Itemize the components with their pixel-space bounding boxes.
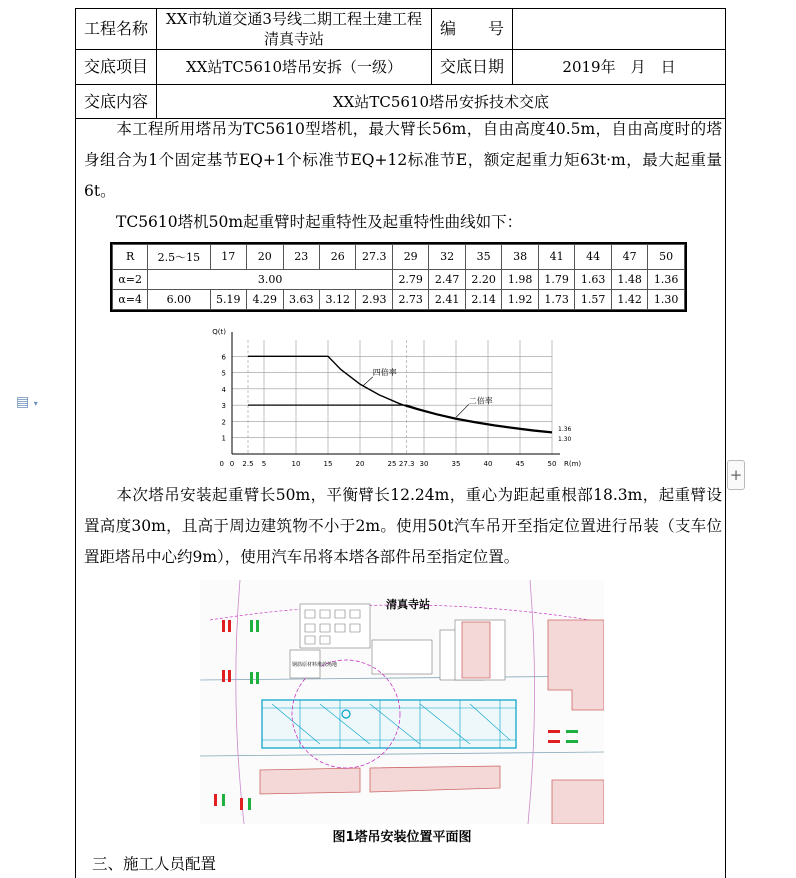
table-cell: 38 — [502, 245, 538, 270]
x-tick-label: 40 — [483, 460, 493, 468]
load-characteristics-table — [110, 242, 687, 312]
y-tick-label: 1 — [221, 434, 226, 443]
paragraph-installation — [84, 480, 722, 573]
table-cell: 32 — [429, 245, 465, 270]
table-cell: 17 — [210, 245, 246, 270]
y-tick-label: 2 — [221, 418, 226, 427]
paragraph-crane-intro-text: 本工程所用塔吊为TC5610型塔机，最大臂长56m，自由高度40.5m，自由高度时的塔身组合为1个固定基节EQ+1个标准节EQ+12标准节E，额定起重力矩63t·m，最大起重量6t。 — [84, 120, 722, 200]
table-cell: 2.41 — [429, 289, 465, 309]
x-tick-label: 50 — [547, 460, 557, 468]
figure-caption: 图1塔吊安装位置平面图 — [332, 830, 472, 845]
table-cell: 4.29 — [247, 289, 283, 309]
table-cell-merged: 3.00 — [148, 269, 393, 289]
end-value-label: 1.36 — [558, 425, 572, 433]
station-name-label: 清真寺站 — [386, 598, 430, 611]
table-cell: 29 — [392, 245, 428, 270]
x-tick-label: 15 — [323, 460, 333, 468]
y-tick-label: 6 — [221, 353, 226, 362]
date-label: 交底日期 — [439, 57, 504, 76]
table-cell: 27.3 — [356, 245, 392, 270]
table-cell: 1.48 — [611, 269, 647, 289]
table-cell: 1.73 — [538, 289, 574, 309]
table-cell: 1.79 — [538, 269, 574, 289]
x-tick-label: 25 — [387, 460, 397, 468]
y-tick-label: 3 — [221, 402, 226, 411]
table-cell: 1.98 — [502, 269, 538, 289]
storage-area-label: 钢筋原材料堆放场地 — [292, 662, 338, 668]
table-cell: 1.36 — [648, 269, 685, 289]
section-heading: 三、施工人员配置 — [92, 855, 217, 873]
site-plan-drawing — [200, 580, 604, 824]
x-tick-label: 27.3 — [398, 460, 415, 468]
x-tick-label: 0 — [229, 460, 235, 468]
project-name-value: XX市轨道交通3号线二期工程土建工程清真寺站 — [166, 10, 422, 48]
table-cell: α=2 — [113, 269, 148, 289]
table-cell: 1.92 — [502, 289, 538, 309]
table-cell: 1.63 — [575, 269, 611, 289]
table-cell: 2.20 — [465, 269, 501, 289]
table-cell: 2.14 — [465, 289, 501, 309]
paragraph-load-characteristics-text: TC5610塔机50m起重臂时起重特性及起重特性曲线如下： — [116, 213, 523, 231]
item-label: 交底项目 — [83, 57, 148, 76]
x-tick-label: 20 — [355, 460, 365, 468]
table-cell: R — [113, 245, 148, 270]
table-cell: 20 — [247, 245, 283, 270]
table-cell: α=4 — [113, 289, 148, 309]
table-cell: 1.30 — [648, 289, 685, 309]
x-tick-label: 35 — [451, 460, 461, 468]
x-tick-label: 5 — [261, 460, 267, 468]
end-value-label: 1.30 — [558, 435, 572, 443]
add-button[interactable]: + — [727, 460, 745, 490]
x-tick-label: 30 — [419, 460, 429, 468]
load-curve-chart — [200, 322, 600, 472]
y-tick-label: 5 — [221, 369, 226, 378]
content-label: 交底内容 — [83, 91, 148, 111]
table-row-radius — [113, 245, 685, 270]
series-label-four-fold: 四倍率 — [372, 367, 397, 377]
paragraph-crane-intro — [84, 114, 722, 207]
table-cell: 3.63 — [283, 289, 319, 309]
origin-label: 0 — [219, 460, 224, 468]
table-cell: 1.42 — [611, 289, 647, 309]
table-cell: 2.93 — [356, 289, 392, 309]
y-axis-label: Q(t) — [212, 328, 226, 336]
table-row-alpha4 — [113, 289, 685, 309]
y-tick-label: 4 — [221, 385, 226, 394]
number-value — [513, 9, 725, 49]
table-cell: 3.12 — [319, 289, 355, 309]
table-cell: 23 — [283, 245, 319, 270]
leader-line — [456, 404, 469, 417]
table-cell: 2.79 — [392, 269, 428, 289]
item-value: XX站TC5610塔吊安拆（一级） — [185, 58, 402, 76]
table-cell: 44 — [575, 245, 611, 270]
series-label-two-fold: 二倍率 — [468, 396, 493, 406]
table-cell: 47 — [611, 245, 647, 270]
content-value: XX站TC5610塔吊安拆技术交底 — [332, 92, 549, 111]
table-cell: 1.57 — [575, 289, 611, 309]
table-cell: 2.73 — [392, 289, 428, 309]
table-cell: 26 — [319, 245, 355, 270]
number-label: 编 号 — [439, 19, 504, 38]
table-cell: 6.00 — [148, 289, 210, 309]
table-cell: 41 — [538, 245, 574, 270]
x-tick-label: 2.5 — [242, 460, 254, 468]
date-value: 2019年 月 日 — [562, 58, 676, 76]
table-cell: 35 — [465, 245, 501, 270]
document-icon[interactable]: ▤ ▾ — [16, 394, 38, 410]
paragraph-installation-text: 本次塔吊安装起重臂长50m，平衡臂长12.24m，重心为距起重根部18.3m，起重臂设置高度30m，且高于周边建筑物不小于2m。使用50t汽车吊开至指定位置进行吊装（支车位置距塔吊中心约9m），使用汽车吊将本塔各部件吊至指定位置。 — [84, 486, 722, 566]
table-row-alpha2 — [113, 269, 685, 289]
table-cell: 5.19 — [210, 289, 246, 309]
table-cell: 2.47 — [429, 269, 465, 289]
project-name-label: 工程名称 — [83, 19, 148, 38]
paragraph-load-characteristics — [84, 207, 722, 238]
x-axis-label: R(m) — [564, 460, 582, 468]
x-tick-label: 10 — [291, 460, 301, 468]
table-cell: 2.5～15 — [148, 245, 210, 270]
table-cell: 50 — [648, 245, 685, 270]
x-tick-label: 45 — [515, 460, 525, 468]
leader-line — [363, 377, 373, 386]
